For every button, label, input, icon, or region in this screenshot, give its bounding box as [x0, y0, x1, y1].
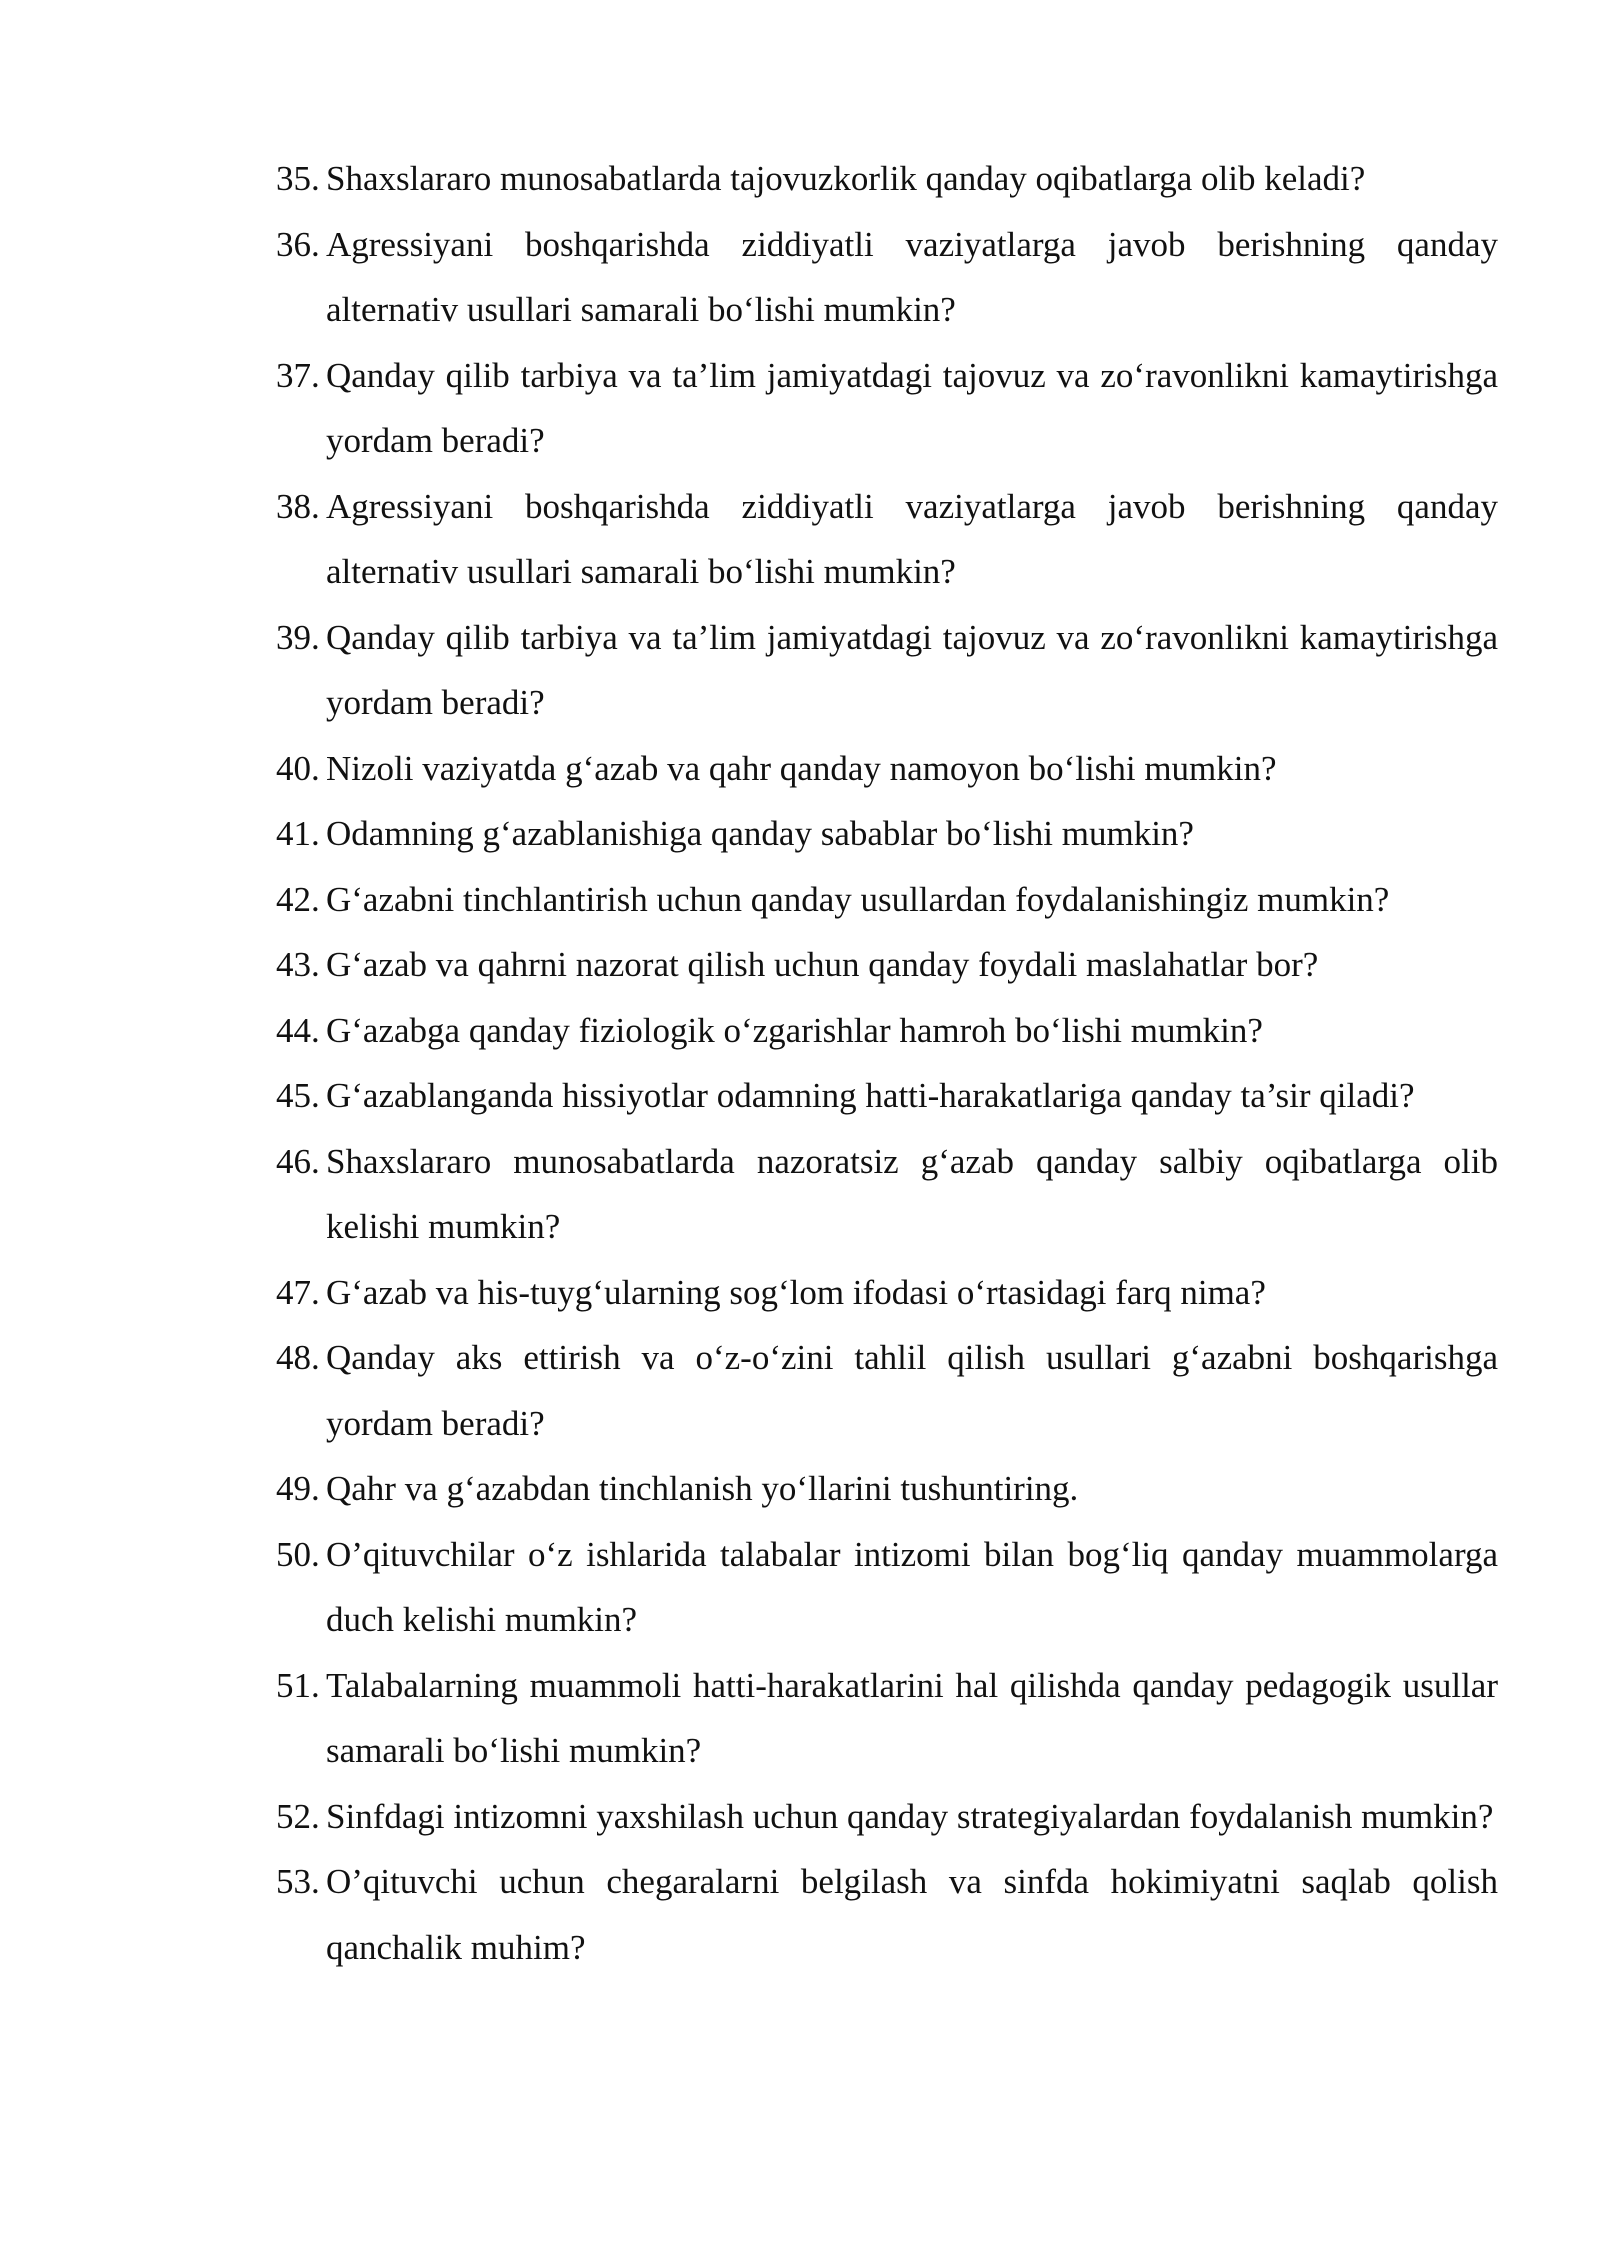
question-text: Shaxslararo munosabatlarda nazoratsiz g‘azab qanday salbiy oqibatlarga olib kelishi mumkin?	[326, 1141, 1498, 1246]
question-number: 52.	[276, 1796, 320, 1836]
question-number: 44.	[276, 1010, 320, 1050]
question-text: O’qituvchilar o‘z ishlarida talabalar intizomi bilan bog‘liq qanday muammolarga duch kelishi mumkin?	[326, 1534, 1498, 1639]
question-item	[276, 1129, 1498, 1260]
question-item	[276, 801, 1498, 867]
question-number: 43.	[276, 945, 320, 984]
question-item	[276, 1456, 1498, 1522]
question-text: Agressiyani boshqarishda ziddiyatli vaziyatlarga javob berishning qanday alternativ usullari samarali bo‘lishi mumkin?	[326, 486, 1498, 591]
question-text: G‘azabni tinchlantirish uchun qanday usullardan foydalanishingiz mumkin?	[326, 879, 1390, 919]
question-text: Qahr va g‘azabdan tinchlanish yo‘llarini tushuntiring.	[326, 1469, 1079, 1508]
question-text: G‘azablanganda hissiyotlar odamning hatti-harakatlariga qanday ta’sir qiladi?	[326, 1076, 1415, 1115]
question-text: Shaxslararo munosabatlarda tajovuzkorlik qanday oqibatlarga olib keladi?	[326, 159, 1366, 198]
question-number: 38.	[276, 486, 320, 526]
question-item	[276, 1849, 1498, 1980]
question-text: Agressiyani boshqarishda ziddiyatli vaziyatlarga javob berishning qanday alternativ usullari samarali bo‘lishi mumkin?	[326, 224, 1498, 329]
question-number: 53.	[276, 1862, 320, 1901]
question-text: Qanday qilib tarbiya va ta’lim jamiyatdagi tajovuz va zo‘ravonlikni kamaytirishga yordam beradi?	[326, 355, 1498, 460]
question-text: G‘azab va his-tuyg‘ularning sog‘lom ifodasi o‘rtasidagi farq nima?	[326, 1272, 1266, 1312]
question-text: G‘azab va qahrni nazorat qilish uchun qanday foydali maslahatlar bor?	[326, 945, 1319, 984]
question-number: 45.	[276, 1076, 320, 1115]
question-text: Qanday qilib tarbiya va ta’lim jamiyatdagi tajovuz va zo‘ravonlikni kamaytirishga yordam beradi?	[326, 617, 1498, 722]
question-number: 46.	[276, 1141, 320, 1181]
question-item	[276, 867, 1498, 933]
question-item	[276, 1522, 1498, 1653]
question-number: 36.	[276, 224, 320, 264]
question-item	[276, 1784, 1498, 1850]
question-list	[276, 146, 1498, 1980]
question-text: G‘azabga qanday fiziologik o‘zgarishlar hamroh bo‘lishi mumkin?	[326, 1010, 1263, 1050]
question-number: 39.	[276, 617, 320, 657]
question-item	[276, 1063, 1498, 1129]
question-number: 40.	[276, 748, 320, 788]
question-text: Nizoli vaziyatda g‘azab va qahr qanday namoyon bo‘lishi mumkin?	[326, 748, 1277, 788]
question-text: Odamning g‘azablanishiga qanday sabablar bo‘lishi mumkin?	[326, 814, 1194, 853]
question-number: 48.	[276, 1338, 320, 1377]
question-item	[276, 1260, 1498, 1326]
question-item	[276, 736, 1498, 802]
question-text: Qanday aks ettirish va o‘z-o‘zini tahlil qilish usullari g‘azabni boshqarishga yordam beradi?	[326, 1338, 1498, 1443]
question-item	[276, 932, 1498, 998]
question-number: 47.	[276, 1272, 320, 1312]
question-number: 49.	[276, 1469, 320, 1508]
question-text: Talabalarning muammoli hatti-harakatlarini hal qilishda qanday pedagogik usullar samarali bo‘lishi mumkin?	[326, 1665, 1498, 1770]
question-item	[276, 343, 1498, 474]
question-number: 37.	[276, 355, 320, 395]
question-item	[276, 474, 1498, 605]
question-text: Sinfdagi intizomni yaxshilash uchun qanday strategiyalardan foydalanish mumkin?	[326, 1796, 1494, 1836]
question-number: 41.	[276, 814, 320, 853]
question-number: 51.	[276, 1665, 320, 1705]
question-item	[276, 998, 1498, 1064]
question-item	[276, 605, 1498, 736]
question-number: 42.	[276, 879, 320, 919]
question-item	[276, 1653, 1498, 1784]
question-item	[276, 212, 1498, 343]
question-item	[276, 1325, 1498, 1456]
question-number: 35.	[276, 159, 320, 198]
question-text: O’qituvchi uchun chegaralarni belgilash va sinfda hokimiyatni saqlab qolish qanchalik muhim?	[326, 1862, 1498, 1967]
question-number: 50.	[276, 1534, 320, 1574]
question-item	[276, 146, 1498, 212]
